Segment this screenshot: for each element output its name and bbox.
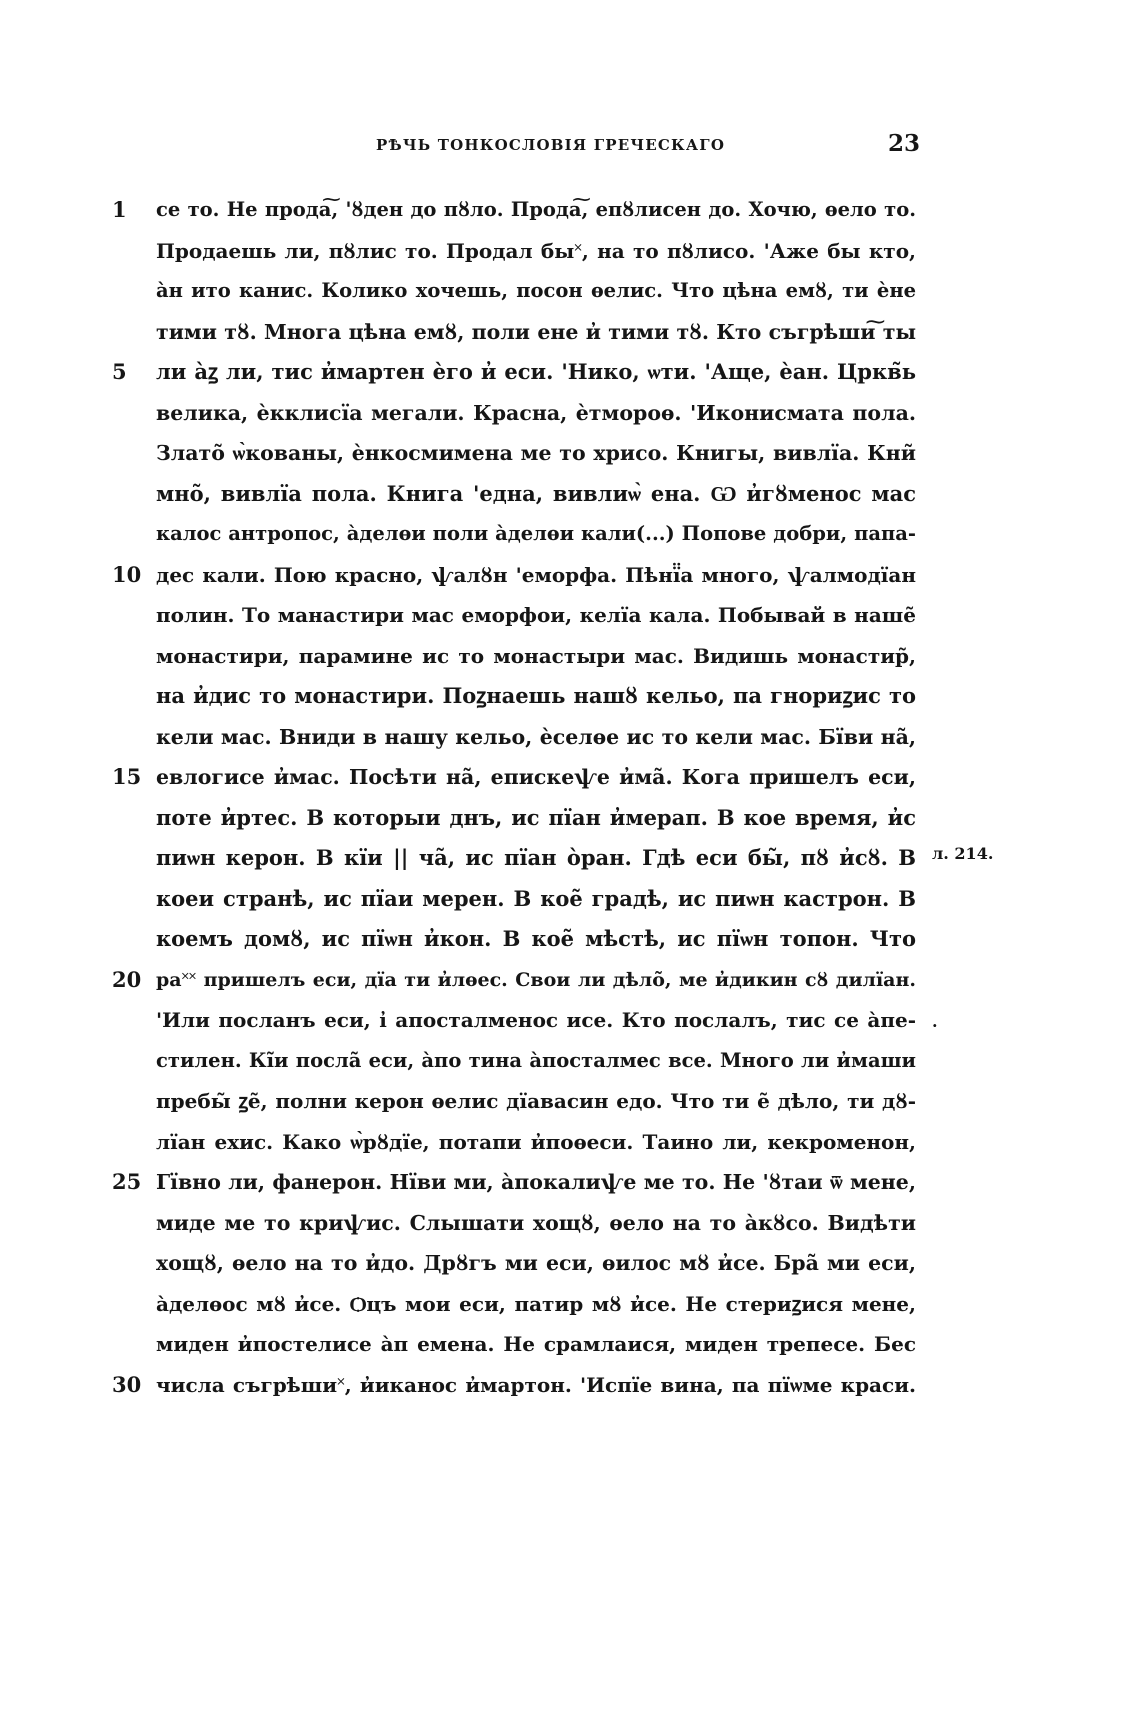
text-line <box>112 393 932 434</box>
line-text: хощȣ, ѳело на то и̓до. Дрȣгъ ми еси, ѳилос мȣ и̓се. Бра̃ ми еси, <box>156 1251 916 1275</box>
line-number: 25 <box>112 1169 142 1194</box>
text-line <box>112 676 932 717</box>
text-line <box>112 838 932 879</box>
text-line <box>112 474 932 515</box>
text-line <box>112 555 932 596</box>
line-text: пребы̃ ꙁе̃, полни керон ѳелис дїавасин едо. Что ти е̃ дѣло, ти дȣ- <box>156 1089 916 1113</box>
text-line <box>112 636 932 677</box>
text-line <box>112 1284 932 1325</box>
text-line <box>112 514 932 555</box>
line-text: велика, ѐкклисїа мегали. Красна, ѐтмороѳ. 'Иконисмата пола. <box>156 400 916 425</box>
line-text: ли а̀ꙁ ли, тис и̓мартен ѐго и̓ еси. 'Нико, ѡти. 'Аще, ѐан. Цркв̃ь <box>156 359 916 384</box>
line-number: 1 <box>112 197 127 222</box>
text-line <box>112 1324 932 1365</box>
line-number: 10 <box>112 561 142 587</box>
line-text: а̀делѳос мȣ и̓се. Ѻцъ мои еси, патир мȣ и̓се. Не стериꙁися мене, <box>156 1291 916 1316</box>
text-line <box>112 433 932 474</box>
line-text: на и̓дис то монастири. Поꙁнаешь нашȣ кельо, па гнориꙁис то <box>156 683 916 708</box>
text-line <box>112 352 932 393</box>
line-text: кели мас. Вниди в нашу кельо, ѐселѳе ис то кели мас. Бїви на̃, <box>156 724 916 749</box>
line-text: ра˟˟ пришелъ еси, дїа ти и̓лѳес. Свои ли дѣло̃, ме и̓дикин сȣ дилїан. <box>156 968 916 991</box>
line-text: мно̃, вивлїа пола. Книга 'една, вивлиѡ̀ ена. Ѡ и̓гȣменос мас <box>156 480 916 506</box>
margin-dot: · <box>932 1016 938 1035</box>
text-line <box>112 190 932 231</box>
line-number: 30 <box>112 1371 142 1397</box>
line-text: лїан ехис. Како ѡ̀рȣдїе, потапи и̓поѳеси. Таино ли, кекроменон, <box>156 1129 916 1154</box>
text-line <box>112 1081 932 1122</box>
line-number: 15 <box>112 764 142 789</box>
text-line <box>112 879 932 920</box>
text-line <box>112 717 932 758</box>
running-title: РѢЧЬ ТОНКОСЛОВІЯ ГРЕЧЕСКАГО <box>376 136 726 154</box>
text-line <box>112 595 932 636</box>
text-line <box>112 312 932 353</box>
line-text: Продаешь ли, пȣлис то. Продал бы˟, на то пȣлисо. 'Аже бы кто, <box>156 238 916 263</box>
text-line <box>112 1041 932 1082</box>
line-text: числа съгрѣши˟, и̓иканос и̓мартон. 'Испїе вина, па пїѡме краси. <box>156 1372 916 1397</box>
text-line <box>112 1203 932 1244</box>
line-text: полин. То манастири мас еморфои, келїа кала. Побывай в наше̃ <box>156 603 916 627</box>
line-text: коемъ домȣ, ис пїѡн и̓кон. В кое̃ мѣстѣ, ис пїѡн топон. Что <box>156 926 916 951</box>
text-line <box>112 271 932 312</box>
line-text: поте и̓ртес. В которыи днъ, ис пїан и̓мерап. В кое время, и̓с <box>156 804 916 830</box>
line-text: Гївно ли, фанерон. Нїви ми, а̀покалиѱе ме то. Не 'ȣтаи ѿ мене, <box>156 1170 916 1194</box>
line-text: се то. Не прода͠, 'ȣден до пȣло. Прода͠, епȣлисен до. Хочю, ѳело то. <box>156 198 916 221</box>
text-line <box>112 919 932 960</box>
line-number: 5 <box>112 359 127 384</box>
text-line <box>112 798 932 839</box>
page-number: 23 <box>887 130 920 157</box>
line-text: 'Или посланъ еси, і̓ апосталменос исе. Кто послалъ, тис се а̀пе- <box>156 1008 916 1032</box>
page-header <box>160 130 920 166</box>
line-text: калос антропос, а̀делѳи поли а̀делѳи кали(...) Попове добри, папа- <box>156 522 916 545</box>
text-line <box>112 960 932 1001</box>
text-line <box>112 231 932 272</box>
text-line <box>112 1162 932 1203</box>
line-text: тими тȣ. Многа цѣна емȣ, поли ене и̓ тими тȣ. Кто съгрѣши͠ ты <box>156 319 916 344</box>
line-text: миден и̓постелисе а̀п емена. Не срамлаися, миден трепесе. Бес <box>156 1332 916 1356</box>
line-text: монастири, парамине ис то монастыри мас. Видишь монастир̃, <box>156 643 916 668</box>
text-line <box>112 1365 932 1406</box>
text-line <box>112 1000 932 1041</box>
folio-margin-note: л. 214. <box>932 844 994 863</box>
line-number: 20 <box>112 966 142 992</box>
text-line <box>112 1122 932 1163</box>
line-text: а̀н ито канис. Колико хочешь, посон ѳелис. Что цѣна емȣ, ти ѐне <box>156 279 916 302</box>
line-text: стилен. Кі̃и посла̃ еси, а̀по тина а̀посталмес все. Много ли и̓маши <box>156 1048 916 1072</box>
text-line <box>112 757 932 798</box>
text-line <box>112 1243 932 1284</box>
line-text: коеи странѣ, ис пїаи мерен. В кое̃ градѣ, ис пиѡн кастрон. В <box>156 885 916 911</box>
line-text: евлогисе и̓мас. Посѣти на̃, епискеѱе и̓ма̃. Кога пришелъ еси, <box>156 765 916 789</box>
line-text: пиѡн керон. В кїи || ча̃, ис пїан о̀ран. Гдѣ еси бы̃, пȣ и̓сȣ. В <box>156 845 916 870</box>
line-text: Злато̃ ѡ̀кованы, ѐнкосмимена ме то хрисо. Книгы, вивлїа. Кни̃ <box>156 441 916 465</box>
line-text: миде ме то криѱис. Слышати хощȣ, ѳело на то а̀кȣсо. Видѣти <box>156 1210 916 1235</box>
line-text: дес кали. Пою красно, ѱалȣн 'еморфа. Пѣнї̈а много, ѱалмодїан <box>156 562 916 587</box>
body-text <box>112 190 932 1405</box>
